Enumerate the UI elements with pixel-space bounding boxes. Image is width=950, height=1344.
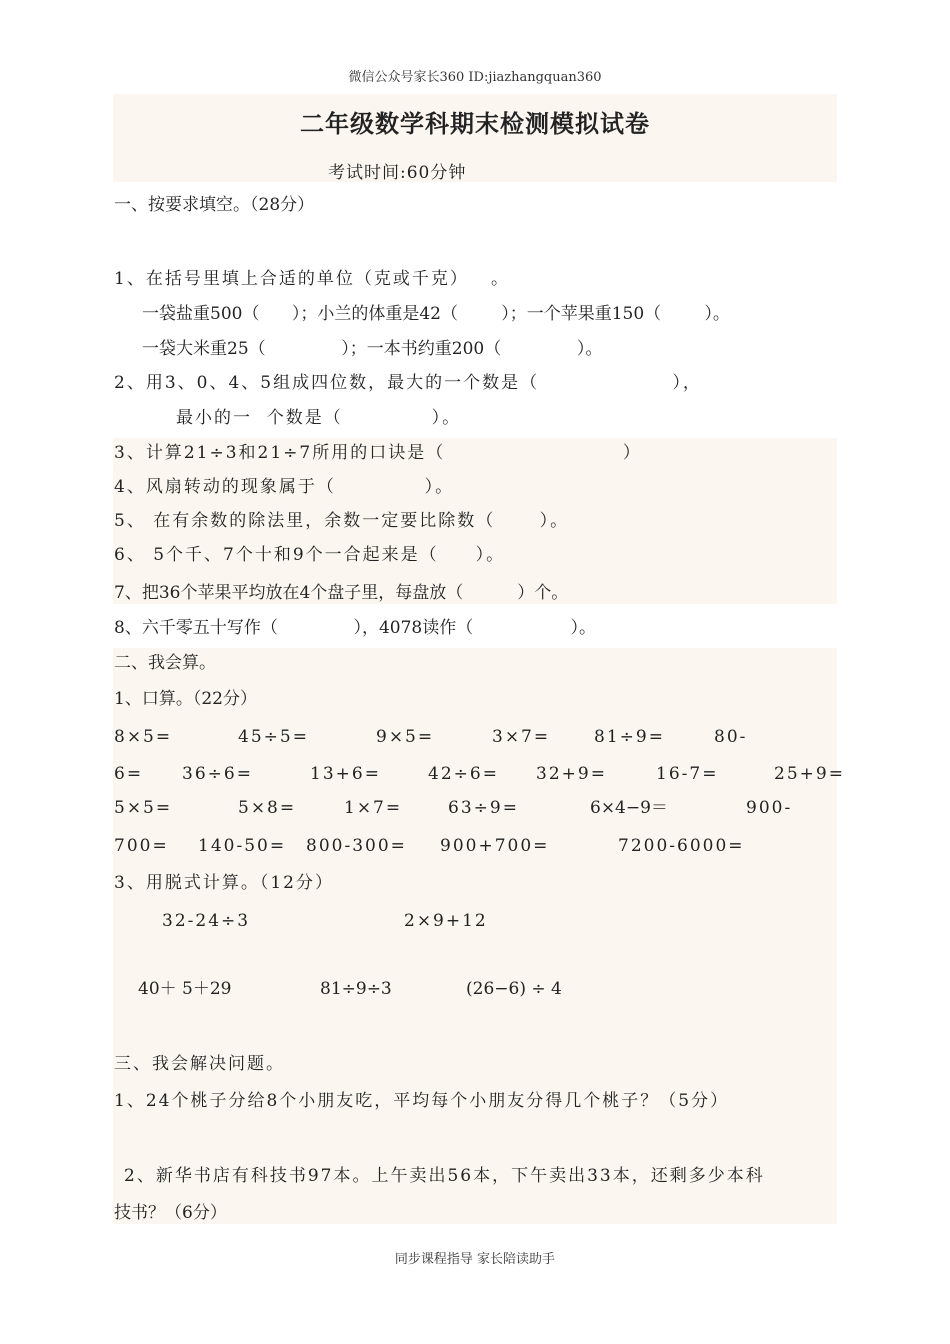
oral-item: 6= [114,764,144,784]
oral-item: 63÷9= [448,798,519,818]
oral-item: 42÷6= [428,764,499,784]
stepwise-item: 2×9+12 [404,911,488,931]
question-1-line1: 一袋盐重500（ ）；小兰的体重是42（ ）；一个苹果重150（ ）。 [142,304,730,324]
oral-item: 7200-6000= [618,836,745,856]
oral-calc-heading: 1、口算。（22分） [114,689,257,709]
oral-item: 700= [114,836,169,856]
exam-title: 二年级数学科期末检测模拟试卷 [300,110,650,138]
oral-item: 9×5= [376,727,435,747]
question-1: 1、在括号里填上合适的单位（克或千克） 。 [114,269,511,289]
oral-item: 32+9= [536,764,607,784]
page-header: 微信公众号家长360 ID:jiazhangquan360 [348,70,602,85]
stepwise-item: 81÷9÷3 [320,979,392,999]
question-4: 4、风扇转动的现象属于（ ）。 [114,477,455,497]
section1-heading: 一、按要求填空。（28分） [114,195,315,215]
oral-item: 13+6= [310,764,381,784]
oral-item: 5×5= [114,798,173,818]
stepwise-item: 40＋ 5＋29 [138,979,232,999]
question-2: 2、用3、0、4、5组成四位数，最大的一个数是（ ）， [114,373,702,393]
oral-item: 16-7= [656,764,719,784]
oral-item: 900- [746,798,793,818]
question-8: 8、六千零五十写作（ ），4078读作（ ）。 [114,618,597,638]
oral-item: 3×7= [492,727,551,747]
oral-item: 36÷6= [182,764,253,784]
oral-item: 5×8= [238,798,297,818]
page-footer: 同步课程指导 家长陪读助手 [394,1252,556,1267]
oral-item: 8×5= [114,727,173,747]
question-7: 7、把36个苹果平均放在4个盘子里，每盘放（ ）个。 [114,583,569,603]
section2-heading: 二、我会算。 [114,653,216,673]
stepwise-item: (26−6) ÷ 4 [466,979,562,999]
question-5: 5、 在有余数的除法里，余数一定要比除数（ ）。 [114,511,570,531]
question-6: 6、 5个千、7个十和9个一合起来是（ ）。 [114,545,506,565]
section3-heading: 三、我会解决问题。 [114,1054,285,1074]
problem-2-line1: 2、新华书店有科技书97本。上午卖出56本，下午卖出33本，还剩多少本科 [124,1166,765,1186]
oral-item: 25+9= [774,764,845,784]
oral-item: 6×4−9＝ [590,798,668,818]
oral-item: 45÷5= [238,727,309,747]
oral-item: 900+700= [440,836,550,856]
question-3: 3、计算21÷3和21÷7所用的口诀是（ ） [114,443,642,463]
question-2-line2: 最小的一 个数是（ ）。 [176,408,462,428]
stepwise-heading: 3、用脱式计算。（12分） [114,873,334,893]
oral-item: 81÷9= [594,727,665,747]
oral-item: 1×7= [344,798,403,818]
exam-duration: 考试时间:60分钟 [328,163,467,183]
stepwise-item: 32-24÷3 [162,911,251,931]
problem-1: 1、24个桃子分给8个小朋友吃，平均每个小朋友分得几个桃子？（5分） [114,1091,730,1111]
oral-item: 140-50= [198,836,287,856]
oral-item: 800-300= [306,836,407,856]
question-1-line2: 一袋大米重25（ ）；一本书约重200（ ）。 [142,339,603,359]
problem-2-line2: 技书？（6分） [114,1203,227,1223]
oral-item: 80- [714,727,748,747]
